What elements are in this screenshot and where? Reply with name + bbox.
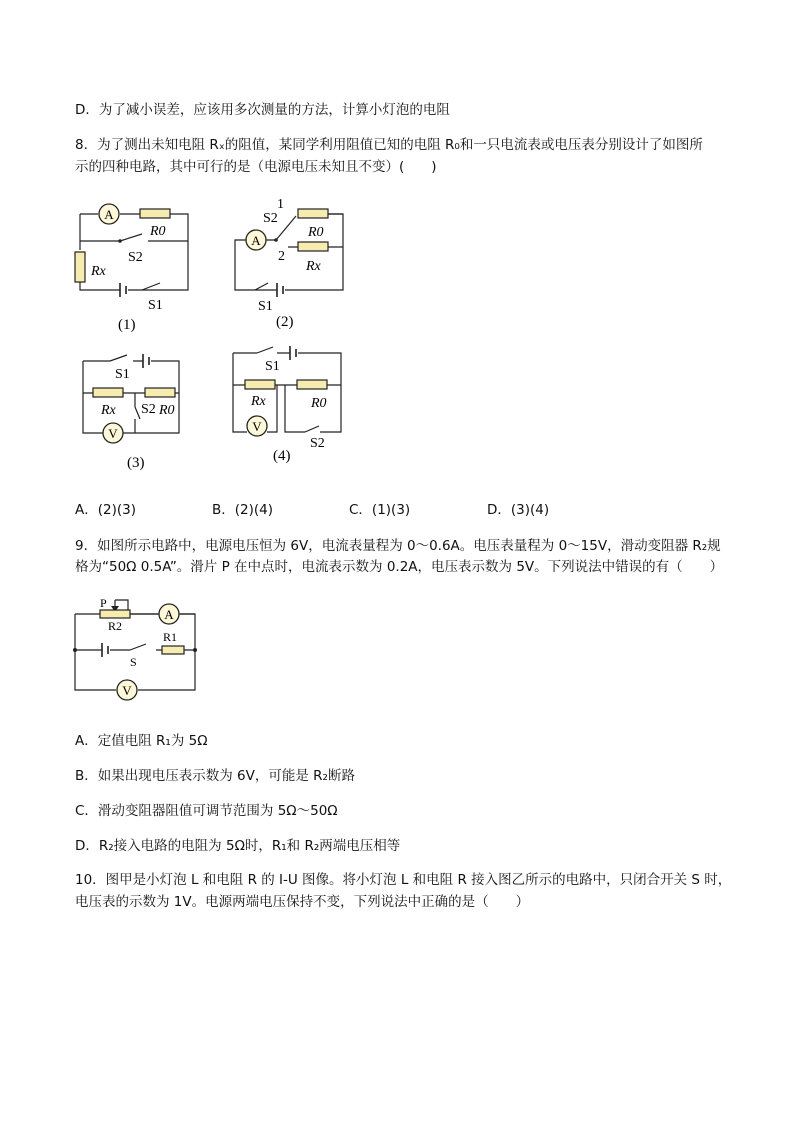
label-position-2: 2 <box>278 249 285 264</box>
ammeter-label: A <box>164 607 174 622</box>
label-s2: S2 <box>141 402 156 417</box>
label-r1: R1 <box>163 630 178 644</box>
voltmeter-label: V <box>122 683 132 698</box>
label-rx: Rx <box>306 259 321 274</box>
q8-option-d[interactable]: D．(3)(4) <box>487 502 550 518</box>
label-s2: S2 <box>310 436 325 451</box>
resistor-r0 <box>145 388 175 397</box>
q9-circuit-diagram <box>70 592 205 704</box>
q8-stem-line2: 示的四种电路，其中可行的是（电源电压未知且不变）( ) <box>75 159 437 175</box>
caption-1: (1) <box>118 317 136 333</box>
q7-option-d: D．为了减小误差，应该用多次测量的方法，计算小灯泡的电阻 <box>75 102 450 118</box>
label-s1: S1 <box>115 367 130 382</box>
label-s1: S1 <box>258 299 273 314</box>
label-s2: S2 <box>263 211 278 226</box>
resistor-rx <box>245 380 275 389</box>
q9-option-d[interactable]: D．R₂接入电路的电阻为 5Ω时，R₁和 R₂两端电压相等 <box>75 838 401 854</box>
q10-stem-line1: 10．图甲是小灯泡 L 和电阻 R 的 I-U 图像。将小灯泡 L 和电阻 R 接入图乙所示的电路中，只闭合开关 S 时， <box>75 872 732 888</box>
battery-icon <box>277 283 283 297</box>
q9-stem-line2: 格为“50Ω 0.5A”。滑片 P 在中点时，电流表示数为 0.2A，电压表示数为 5V。下列说法中错误的有（ ） <box>75 559 724 575</box>
label-s1: S1 <box>265 359 280 374</box>
label-rx: Rx <box>251 394 266 409</box>
q8-option-a[interactable]: A．(2)(3) <box>75 502 136 518</box>
resistor-r0 <box>298 209 328 218</box>
voltmeter-label: V <box>252 419 262 434</box>
label-p: P <box>100 596 107 610</box>
q8-stem-line1: 8．为了测出未知电阻 Rₓ的阻值，某同学利用阻值已知的电阻 R₀和一只电流表或电压表分别设计了如图所 <box>75 137 703 153</box>
battery-icon <box>290 346 296 360</box>
resistor-r1 <box>162 646 184 654</box>
caption-4: (4) <box>273 448 291 464</box>
label-r0: R0 <box>311 396 327 411</box>
q9-option-b[interactable]: B．如果出现电压表示数为 6V，可能是 R₂断路 <box>75 768 355 784</box>
ammeter-label: A <box>251 233 261 248</box>
resistor-rx <box>93 388 123 397</box>
q9-option-c[interactable]: C．滑动变阻器阻值可调节范围为 5Ω～50Ω <box>75 803 338 819</box>
label-r0: R0 <box>159 403 175 418</box>
caption-3: (3) <box>127 455 145 471</box>
circuit-diagram-2 <box>230 192 360 334</box>
rheostat-r2 <box>100 610 130 618</box>
label-s1: S1 <box>148 298 163 313</box>
ammeter-label: A <box>104 207 114 222</box>
label-r0: R0 <box>308 225 324 240</box>
label-s2: S2 <box>128 250 143 265</box>
junction-dot <box>193 648 197 652</box>
resistor-r0 <box>297 380 327 389</box>
label-position-1: 1 <box>277 197 284 212</box>
resistor-rx <box>75 252 85 282</box>
junction-dot <box>73 648 77 652</box>
q8-option-b[interactable]: B．(2)(4) <box>212 502 274 518</box>
label-rx: Rx <box>91 264 106 279</box>
caption-2: (2) <box>276 314 294 330</box>
circuit-diagram-1 <box>70 195 200 335</box>
q8-option-c[interactable]: C．(1)(3) <box>349 502 411 518</box>
circuit-diagram-4 <box>225 343 355 468</box>
battery-icon <box>120 283 126 297</box>
battery-icon <box>143 354 149 368</box>
voltmeter-label: V <box>108 426 118 441</box>
label-r0: R0 <box>150 224 166 239</box>
q10-stem-line2: 电压表的示数为 1V。电源两端电压保持不变，下列说法中正确的是（ ） <box>75 894 530 910</box>
q9-option-a[interactable]: A．定值电阻 R₁为 5Ω <box>75 733 208 749</box>
label-rx: Rx <box>101 403 116 418</box>
circuit-diagram-3 <box>75 345 205 475</box>
switch-contact <box>118 239 122 243</box>
resistor-rx <box>298 242 328 251</box>
battery-icon <box>102 643 108 657</box>
q9-stem-line1: 9．如图所示电路中，电源电压恒为 6V，电流表量程为 0～0.6A。电压表量程为 0～15V，滑动变阻器 R₂规 <box>75 538 721 554</box>
label-s: S <box>130 655 137 669</box>
label-r2: R2 <box>108 619 123 633</box>
resistor-r0 <box>140 209 170 218</box>
